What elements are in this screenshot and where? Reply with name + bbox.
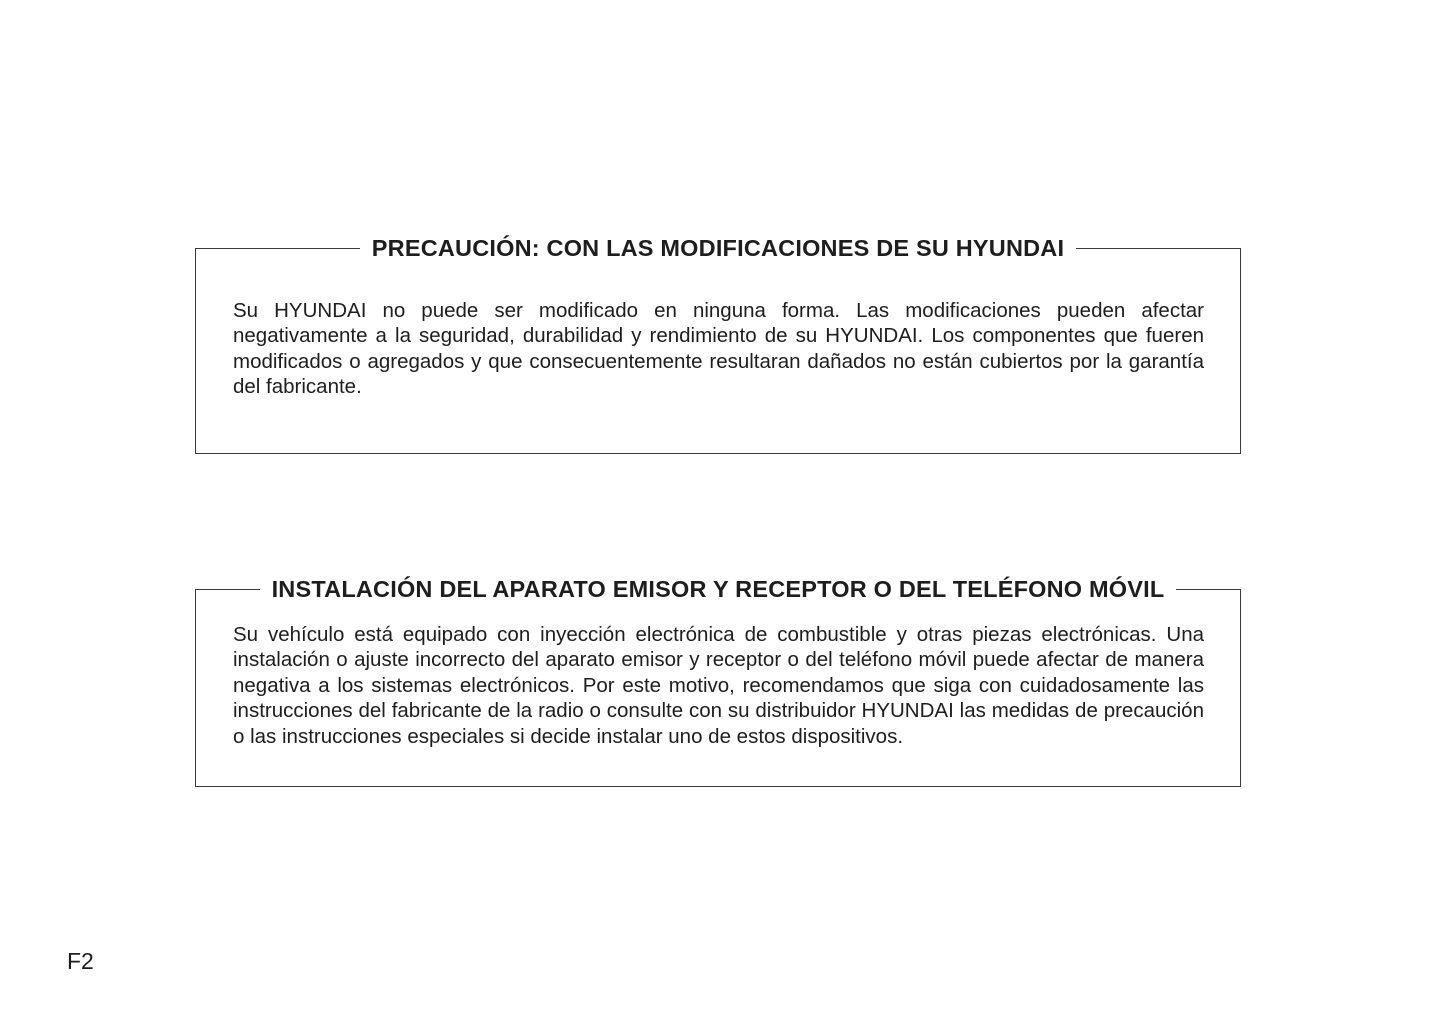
modifications-caution-title	[196, 232, 1240, 268]
modifications-caution-box	[195, 235, 1241, 454]
radio-installation-body: Su vehículo está equipado con inyección electrónica de combustible y otras piezas electrónicas. Una instalación o ajuste incorrecto del aparato emisor y receptor o del teléfono móvil puede afectar de manera negativa a los sistemas electrónicos. Por este motivo, recomendamos que siga con cuidadosamente las instrucciones del fabricante de la radio o consulte con su distribuidor HYUNDAI las medidas de precaución o las instrucciones especiales si decide instalar uno de estos dispositivos.	[233, 623, 1204, 748]
modifications-caution-title-text: PRECAUCIÓN: CON LAS MODIFICACIONES DE SU HYUNDAI	[360, 232, 1076, 264]
radio-installation-box	[195, 576, 1241, 787]
page-number: F2	[67, 948, 94, 974]
radio-installation-title	[196, 573, 1240, 609]
radio-installation-title-text: INSTALACIÓN DEL APARATO EMISOR Y RECEPTOR O DEL TELÉFONO MÓVIL	[260, 573, 1177, 605]
modifications-caution-body: Su HYUNDAI no puede ser modificado en ninguna forma. Las modificaciones pueden afectar negativamente a la seguridad, durabilidad y rendimiento de su HYUNDAI. Los componentes que fueren modificados o agregados y que consecuentemente resultaran dañados no están cubiertos por la garantía del fabricante.	[233, 299, 1204, 399]
